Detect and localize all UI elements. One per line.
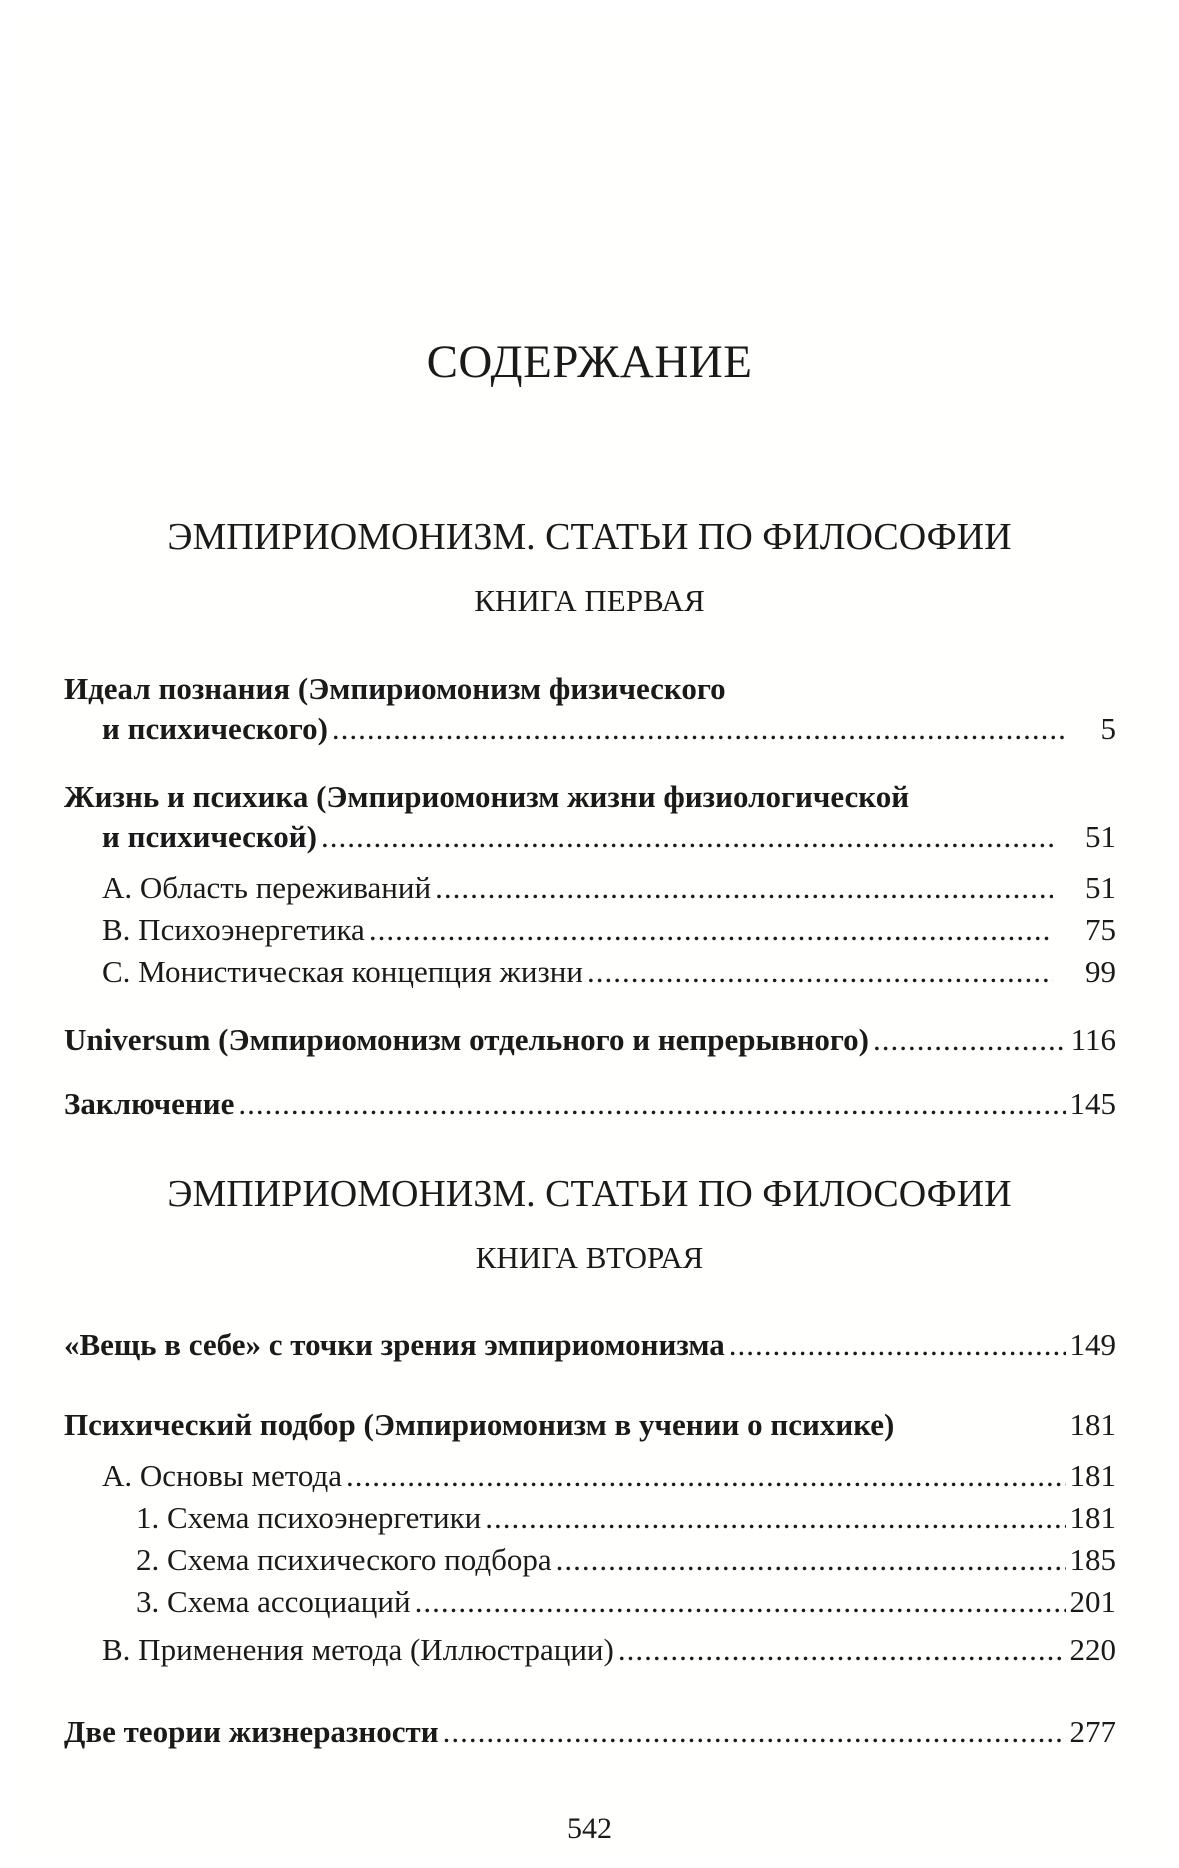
toc-entry-scheme-2[interactable] (136, 1542, 1116, 1578)
toc-entry-label: 1. Схема психоэнергетики (136, 1500, 482, 1535)
toc-entry-thing-in-itself[interactable] (64, 1327, 1116, 1363)
toc-page-number: 181 (1069, 1458, 1116, 1493)
dot-leader (321, 819, 1053, 855)
toc-page-number: 181 (1069, 1407, 1116, 1442)
toc-entry-label: 3. Схема ассоциаций (136, 1584, 411, 1619)
toc-entry-label: 2. Схема психического подбора (136, 1542, 552, 1577)
book2-title: ЭМПИРИОМОНИЗМ. СТАТЬИ ПО ФИЛОСОФИИ (167, 1173, 1012, 1215)
toc-entry-label: Universum (Эмпириомонизм отдельного и непрерывного) (64, 1022, 869, 1057)
toc-page-number: 181 (1069, 1500, 1116, 1535)
toc-entry-section-c[interactable] (102, 954, 1116, 990)
dot-leader (729, 1327, 1066, 1363)
toc-page-number: 99 (1085, 954, 1116, 989)
toc-entry-label: С. Монистическая концепция жизни (102, 954, 583, 989)
dot-leader (587, 954, 1053, 990)
toc-page-number: 75 (1085, 912, 1116, 947)
toc-page-number: 5 (1100, 711, 1116, 746)
dot-leader (238, 1086, 1065, 1122)
dot-leader (556, 1542, 1066, 1578)
toc-entry-label: А. Область переживаний (102, 870, 432, 905)
page-number-folio: 542 (567, 1812, 612, 1845)
toc-page-number: 201 (1069, 1584, 1116, 1619)
toc-entry-label: А. Основы метода (102, 1458, 342, 1493)
dot-leader (369, 912, 1053, 948)
dot-leader (443, 1714, 1066, 1750)
toc-entry-label: Две теории жизнеразности (64, 1714, 439, 1749)
dot-leader (435, 870, 1053, 906)
dot-leader (873, 1022, 1067, 1058)
toc-entry-section-a[interactable] (102, 870, 1116, 906)
toc-entry-method-basics[interactable] (102, 1458, 1116, 1494)
toc-entry-conclusion[interactable] (64, 1086, 1116, 1122)
toc-entry-scheme-3[interactable] (136, 1584, 1116, 1620)
book-page (12, 10, 1167, 1858)
toc-entry-label: и психической) (102, 819, 317, 854)
toc-page-number: 149 (1069, 1327, 1116, 1362)
dot-leader (415, 1584, 1066, 1620)
toc-page-number: 116 (1070, 1022, 1116, 1057)
book1-title: ЭМПИРИОМОНИЗМ. СТАТЬИ ПО ФИЛОСОФИИ (167, 516, 1012, 558)
toc-entry-label: В. Применения метода (Иллюстрации) (102, 1632, 614, 1667)
toc-entry-life-line1: Жизнь и психика (Эмпириомонизм жизни физиологической (64, 779, 910, 814)
toc-entry-method-applications[interactable] (102, 1632, 1116, 1668)
dot-leader (332, 711, 1069, 747)
book2-subtitle: КНИГА ВТОРАЯ (475, 1240, 704, 1275)
toc-entry-life[interactable] (102, 819, 1116, 855)
dot-leader (618, 1632, 1066, 1668)
toc-entry-scheme-1[interactable] (136, 1500, 1116, 1536)
toc-page-number: 145 (1069, 1086, 1116, 1121)
page-title: СОДЕРЖАНИЕ (426, 336, 753, 388)
toc-entry-label: В. Психоэнергетика (102, 912, 365, 947)
toc-page-number: 277 (1069, 1714, 1116, 1749)
toc-page-number: 220 (1069, 1632, 1116, 1667)
toc-entry-label: и психического) (102, 711, 328, 746)
toc-entry-psychic-selection[interactable] (64, 1407, 1116, 1443)
toc-entry-ideal-line1: Идеал познания (Эмпириомонизм физического (64, 671, 726, 706)
toc-page-number: 51 (1085, 819, 1116, 854)
toc-entry-ideal[interactable] (102, 711, 1116, 747)
toc-entry-label: «Вещь в себе» с точки зрения эмпириомонизма (64, 1327, 725, 1362)
toc-entry-universum[interactable] (64, 1022, 1116, 1058)
toc-entry-section-b[interactable] (102, 912, 1116, 948)
toc-page-number: 51 (1085, 870, 1116, 905)
dot-leader (485, 1500, 1065, 1536)
toc-page-number: 185 (1069, 1542, 1116, 1577)
toc-entry-label: Заключение (64, 1086, 235, 1121)
book1-subtitle: КНИГА ПЕРВАЯ (474, 583, 705, 618)
toc-entry-two-theories[interactable] (64, 1714, 1116, 1750)
dot-leader (346, 1458, 1066, 1494)
toc-entry-label: Психический подбор (Эмпириомонизм в учении о психике) (64, 1407, 895, 1442)
